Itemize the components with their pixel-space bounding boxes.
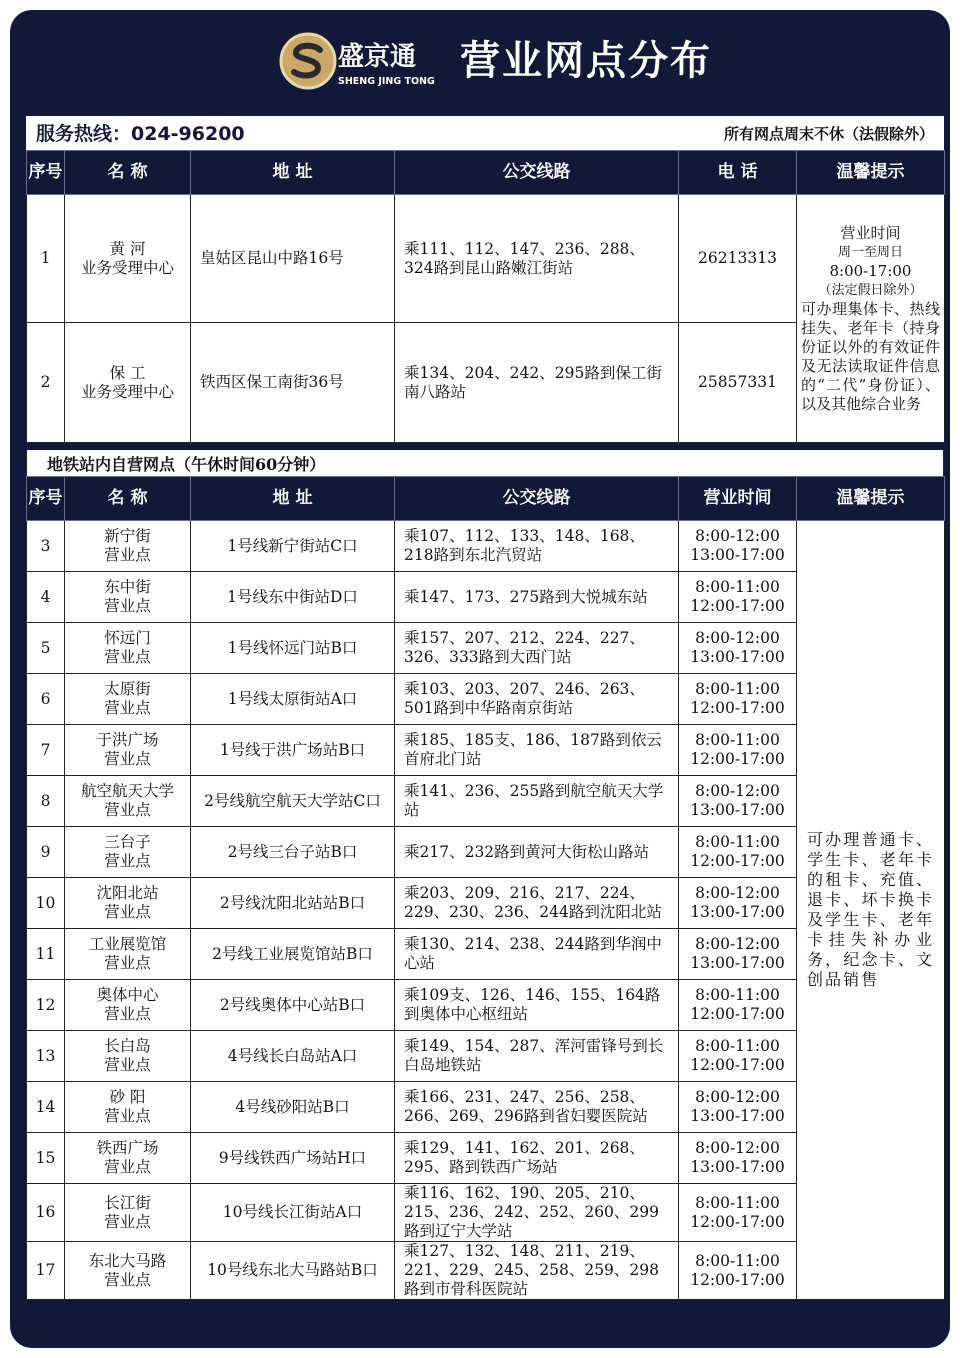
outlet-name <box>65 980 191 1031</box>
hours-morning: 8:00-11:00 <box>695 731 780 749</box>
outlet-name <box>65 195 191 323</box>
outlet-name-line2: 营业点 <box>104 903 151 921</box>
row-no: 13 <box>27 1031 65 1082</box>
row-no: 7 <box>27 725 65 776</box>
header-bus: 公交线路 <box>395 151 679 195</box>
tip-line1: 营业时间 <box>840 223 901 242</box>
hours-afternoon: 13:00-17:00 <box>690 1107 785 1125</box>
hours-afternoon: 13:00-17:00 <box>690 954 785 972</box>
hours-morning: 8:00-12:00 <box>695 884 780 902</box>
bus-routes: 乘116、162、190、205、210、215、236、242、252、260、299路到辽宁大学站 <box>395 1184 679 1242</box>
outlet-name-line1: 太原街 <box>104 680 151 698</box>
row-no: 10 <box>27 878 65 929</box>
header-address: 地 址 <box>191 477 395 521</box>
bus-routes: 乘149、154、287、浑河雷锋号到长白岛地铁站 <box>395 1031 679 1082</box>
hours-afternoon: 13:00-17:00 <box>690 801 785 819</box>
outlet-address: 2号线三台子站B口 <box>191 827 395 878</box>
outlet-name-line2: 营业点 <box>104 954 151 972</box>
outlet-name <box>65 521 191 572</box>
row-no: 5 <box>27 623 65 674</box>
row-no: 12 <box>27 980 65 1031</box>
hours-afternoon: 13:00-17:00 <box>690 546 785 564</box>
outlet-name-line2: 营业点 <box>104 1005 151 1023</box>
outlet-name <box>65 572 191 623</box>
outlet-name-line2: 营业点 <box>104 699 151 717</box>
hours-morning: 8:00-11:00 <box>695 680 780 698</box>
outlet-name-line1: 铁西广场 <box>96 1139 159 1157</box>
business-hours <box>679 980 797 1031</box>
row-no: 11 <box>27 929 65 980</box>
outlet-name-line1: 于洪广场 <box>96 731 159 749</box>
phone-number: 26213313 <box>679 195 797 323</box>
bus-routes: 乘157、207、212、224、227、326、333路到大西门站 <box>395 623 679 674</box>
outlet-name-line1: 东中街 <box>104 578 151 596</box>
outlet-name-line2: 营业点 <box>104 750 151 768</box>
hours-morning: 8:00-11:00 <box>695 578 780 596</box>
outlet-name-line1: 三台子 <box>104 833 151 851</box>
outlet-name-line2: 营业点 <box>104 546 151 564</box>
business-hours <box>679 1031 797 1082</box>
table-row <box>27 195 945 323</box>
logo-en-text: SHENG JING TONG <box>338 76 435 87</box>
outlet-address: 1号线于洪广场站B口 <box>191 725 395 776</box>
business-hours <box>679 521 797 572</box>
hours-afternoon: 12:00-17:00 <box>690 699 785 717</box>
hours-afternoon: 13:00-17:00 <box>690 903 785 921</box>
business-hours <box>679 623 797 674</box>
hours-afternoon: 13:00-17:00 <box>690 648 785 666</box>
outlet-name <box>65 725 191 776</box>
hours-morning: 8:00-12:00 <box>695 629 780 647</box>
business-hours <box>679 1133 797 1184</box>
outlet-address: 2号线沈阳北站站B口 <box>191 878 395 929</box>
poster-frame <box>10 10 950 1348</box>
phone-number: 25857331 <box>679 323 797 443</box>
outlet-name-line1: 新宁街 <box>104 527 151 545</box>
outlet-address: 2号线航空航天大学站C口 <box>191 776 395 827</box>
shengjingtong-logo <box>278 30 446 92</box>
hours-afternoon: 12:00-17:00 <box>690 1212 785 1231</box>
outlet-address: 皇姑区昆山中路16号 <box>191 195 395 323</box>
header-no: 序号 <box>27 477 65 521</box>
hours-morning: 8:00-12:00 <box>695 782 780 800</box>
business-hours <box>679 929 797 980</box>
metro-outlets-table <box>26 476 944 1300</box>
outlet-name-line1: 工业展览馆 <box>88 935 167 953</box>
outlet-address: 4号线砂阳站B口 <box>191 1082 395 1133</box>
tip-line3: 8:00-17:00 <box>829 261 912 280</box>
service-tip <box>797 195 945 443</box>
outlet-address: 2号线奥体中心站B口 <box>191 980 395 1031</box>
business-hours <box>679 725 797 776</box>
row-no: 16 <box>27 1184 65 1242</box>
outlet-name <box>65 1242 191 1300</box>
business-hours <box>679 878 797 929</box>
metro-section-label: 地铁站内自营网点（午休时间60分钟） <box>26 450 944 480</box>
bus-routes: 乘111、112、147、236、288、324路到昆山路嫩江街站 <box>395 195 679 323</box>
bus-routes: 乘147、173、275路到大悦城东站 <box>395 572 679 623</box>
row-no: 2 <box>27 323 65 443</box>
outlet-name-line1: 怀远门 <box>104 629 151 647</box>
outlet-name-line1: 砂 阳 <box>109 1088 146 1106</box>
outlet-name <box>65 827 191 878</box>
poster-header <box>10 10 950 112</box>
hours-morning: 8:00-12:00 <box>695 1139 780 1157</box>
outlet-name <box>65 776 191 827</box>
table-header-row <box>27 151 945 195</box>
bus-routes: 乘127、132、148、211、219、221、229、245、258、259、298路到市骨科医院站 <box>395 1242 679 1300</box>
outlet-name <box>65 1184 191 1242</box>
outlet-name-line2: 业务受理中心 <box>80 382 174 401</box>
outlet-name <box>65 1082 191 1133</box>
bus-routes: 乘134、204、242、295路到保工街南八路站 <box>395 323 679 443</box>
outlet-name-line1: 保 工 <box>109 363 146 382</box>
hours-afternoon: 13:00-17:00 <box>690 1158 785 1176</box>
outlet-name-line2: 业务受理中心 <box>80 258 174 277</box>
business-hours <box>679 674 797 725</box>
bus-routes: 乘129、141、162、201、268、295、路到铁西广场站 <box>395 1133 679 1184</box>
outlet-name <box>65 323 191 443</box>
bus-routes: 乘141、236、255路到航空航天大学站 <box>395 776 679 827</box>
hours-morning: 8:00-11:00 <box>695 1037 780 1055</box>
header-name: 名 称 <box>65 477 191 521</box>
outlet-name-line1: 黄 河 <box>109 239 146 258</box>
page-title: 营业网点分布 <box>460 38 712 84</box>
row-no: 14 <box>27 1082 65 1133</box>
outlet-name <box>65 623 191 674</box>
outlet-address: 4号线长白岛站A口 <box>191 1031 395 1082</box>
tip-line5: 可办理集体卡、热线挂失、老年卡（持身份证以外的有效证件及无法读取证件信息的“二代”身份证）、以及其他综合业务 <box>801 299 940 413</box>
row-no: 6 <box>27 674 65 725</box>
business-hours <box>679 1242 797 1300</box>
outlet-address: 1号线太原街站A口 <box>191 674 395 725</box>
header-tip: 温馨提示 <box>797 477 945 521</box>
hours-morning: 8:00-11:00 <box>695 986 780 1004</box>
outlet-address: 1号线东中街站D口 <box>191 572 395 623</box>
outlet-address: 2号线工业展览馆站B口 <box>191 929 395 980</box>
service-hotline: 服务热线：024-96200 <box>36 123 245 145</box>
outlet-address: 铁西区保工南街36号 <box>191 323 395 443</box>
hours-morning: 8:00-11:00 <box>695 833 780 851</box>
outlet-name-line1: 东北大马路 <box>88 1251 167 1270</box>
outlet-name-line1: 长白岛 <box>104 1037 151 1055</box>
outlet-name <box>65 674 191 725</box>
header-name: 名 称 <box>65 151 191 195</box>
service-centers-table <box>26 150 944 443</box>
service-tip: 可办理普通卡、学生卡、老年卡的租卡、充值、退卡、坏卡换卡及学生卡、老年卡挂失补办业务，纪念卡、文创品销售 <box>797 521 945 1300</box>
outlet-address: 9号线铁西广场站H口 <box>191 1133 395 1184</box>
outlet-name-line2: 营业点 <box>104 801 151 819</box>
business-hours <box>679 776 797 827</box>
bus-routes: 乘107、112、133、148、168、218路到东北汽贸站 <box>395 521 679 572</box>
outlet-name-line2: 营业点 <box>104 852 151 870</box>
bus-routes: 乘130、214、238、244路到华润中心站 <box>395 929 679 980</box>
outlet-name-line1: 奥体中心 <box>96 986 159 1004</box>
hours-morning: 8:00-12:00 <box>695 527 780 545</box>
outlet-name-line2: 营业点 <box>104 1158 151 1176</box>
header-no: 序号 <box>27 151 65 195</box>
outlet-address: 10号线长江街站A口 <box>191 1184 395 1242</box>
hours-morning: 8:00-11:00 <box>695 1193 780 1212</box>
header-bus: 公交线路 <box>395 477 679 521</box>
row-no: 9 <box>27 827 65 878</box>
row-no: 17 <box>27 1242 65 1300</box>
hours-afternoon: 12:00-17:00 <box>690 597 785 615</box>
row-no: 1 <box>27 195 65 323</box>
business-hours <box>679 1082 797 1133</box>
outlet-address: 1号线新宁街站C口 <box>191 521 395 572</box>
outlet-name-line2: 营业点 <box>104 1107 151 1125</box>
outlet-name-line2: 营业点 <box>104 1270 151 1289</box>
hours-afternoon: 12:00-17:00 <box>690 852 785 870</box>
bus-routes: 乘217、232路到黄河大街松山路站 <box>395 827 679 878</box>
business-hours <box>679 1184 797 1242</box>
outlet-name-line1: 航空航天大学 <box>80 782 174 800</box>
header-hours: 营业时间 <box>679 477 797 521</box>
hours-morning: 8:00-12:00 <box>695 1088 780 1106</box>
bus-routes: 乘166、231、247、256、258、266、269、296路到省妇婴医院站 <box>395 1082 679 1133</box>
hotline-bar <box>26 116 944 150</box>
hours-morning: 8:00-11:00 <box>695 1251 780 1270</box>
table-row <box>27 521 945 572</box>
row-no: 15 <box>27 1133 65 1184</box>
outlet-name-line2: 营业点 <box>104 1056 151 1074</box>
hours-morning: 8:00-12:00 <box>695 935 780 953</box>
tip-line4: （法定假日除外） <box>818 282 923 298</box>
outlet-name-line1: 长江街 <box>104 1193 151 1212</box>
header-phone: 电 话 <box>679 151 797 195</box>
hours-afternoon: 12:00-17:00 <box>690 750 785 768</box>
outlet-name-line2: 营业点 <box>104 597 151 615</box>
logo-cn-text: 盛京通 <box>338 42 417 72</box>
bus-routes: 乘109支、126、146、155、164路到奥体中心枢纽站 <box>395 980 679 1031</box>
hours-afternoon: 12:00-17:00 <box>690 1270 785 1289</box>
outlet-address: 10号线东北大马路站B口 <box>191 1242 395 1300</box>
hours-afternoon: 12:00-17:00 <box>690 1005 785 1023</box>
row-no: 4 <box>27 572 65 623</box>
weekend-note: 所有网点周末不休（法假除外） <box>723 125 934 143</box>
outlet-name-line1: 沈阳北站 <box>96 884 159 902</box>
outlet-name-line2: 营业点 <box>104 648 151 666</box>
header-address: 地 址 <box>191 151 395 195</box>
outlet-address: 1号线怀远门站B口 <box>191 623 395 674</box>
business-hours <box>679 572 797 623</box>
header-tip: 温馨提示 <box>797 151 945 195</box>
outlet-name-line2: 营业点 <box>104 1212 151 1231</box>
bus-routes: 乘203、209、216、217、224、229、230、236、244路到沈阳北站 <box>395 878 679 929</box>
outlet-name <box>65 878 191 929</box>
table-header-row <box>27 477 945 521</box>
outlet-name <box>65 1031 191 1082</box>
bus-routes: 乘103、203、207、246、263、501路到中华路南京街站 <box>395 674 679 725</box>
outlet-name <box>65 929 191 980</box>
outlet-name <box>65 1133 191 1184</box>
bus-routes: 乘185、185支、186、187路到依云首府北门站 <box>395 725 679 776</box>
row-no: 8 <box>27 776 65 827</box>
tip-line2: 周一至周日 <box>837 244 903 260</box>
business-hours <box>679 827 797 878</box>
row-no: 3 <box>27 521 65 572</box>
hours-afternoon: 12:00-17:00 <box>690 1056 785 1074</box>
